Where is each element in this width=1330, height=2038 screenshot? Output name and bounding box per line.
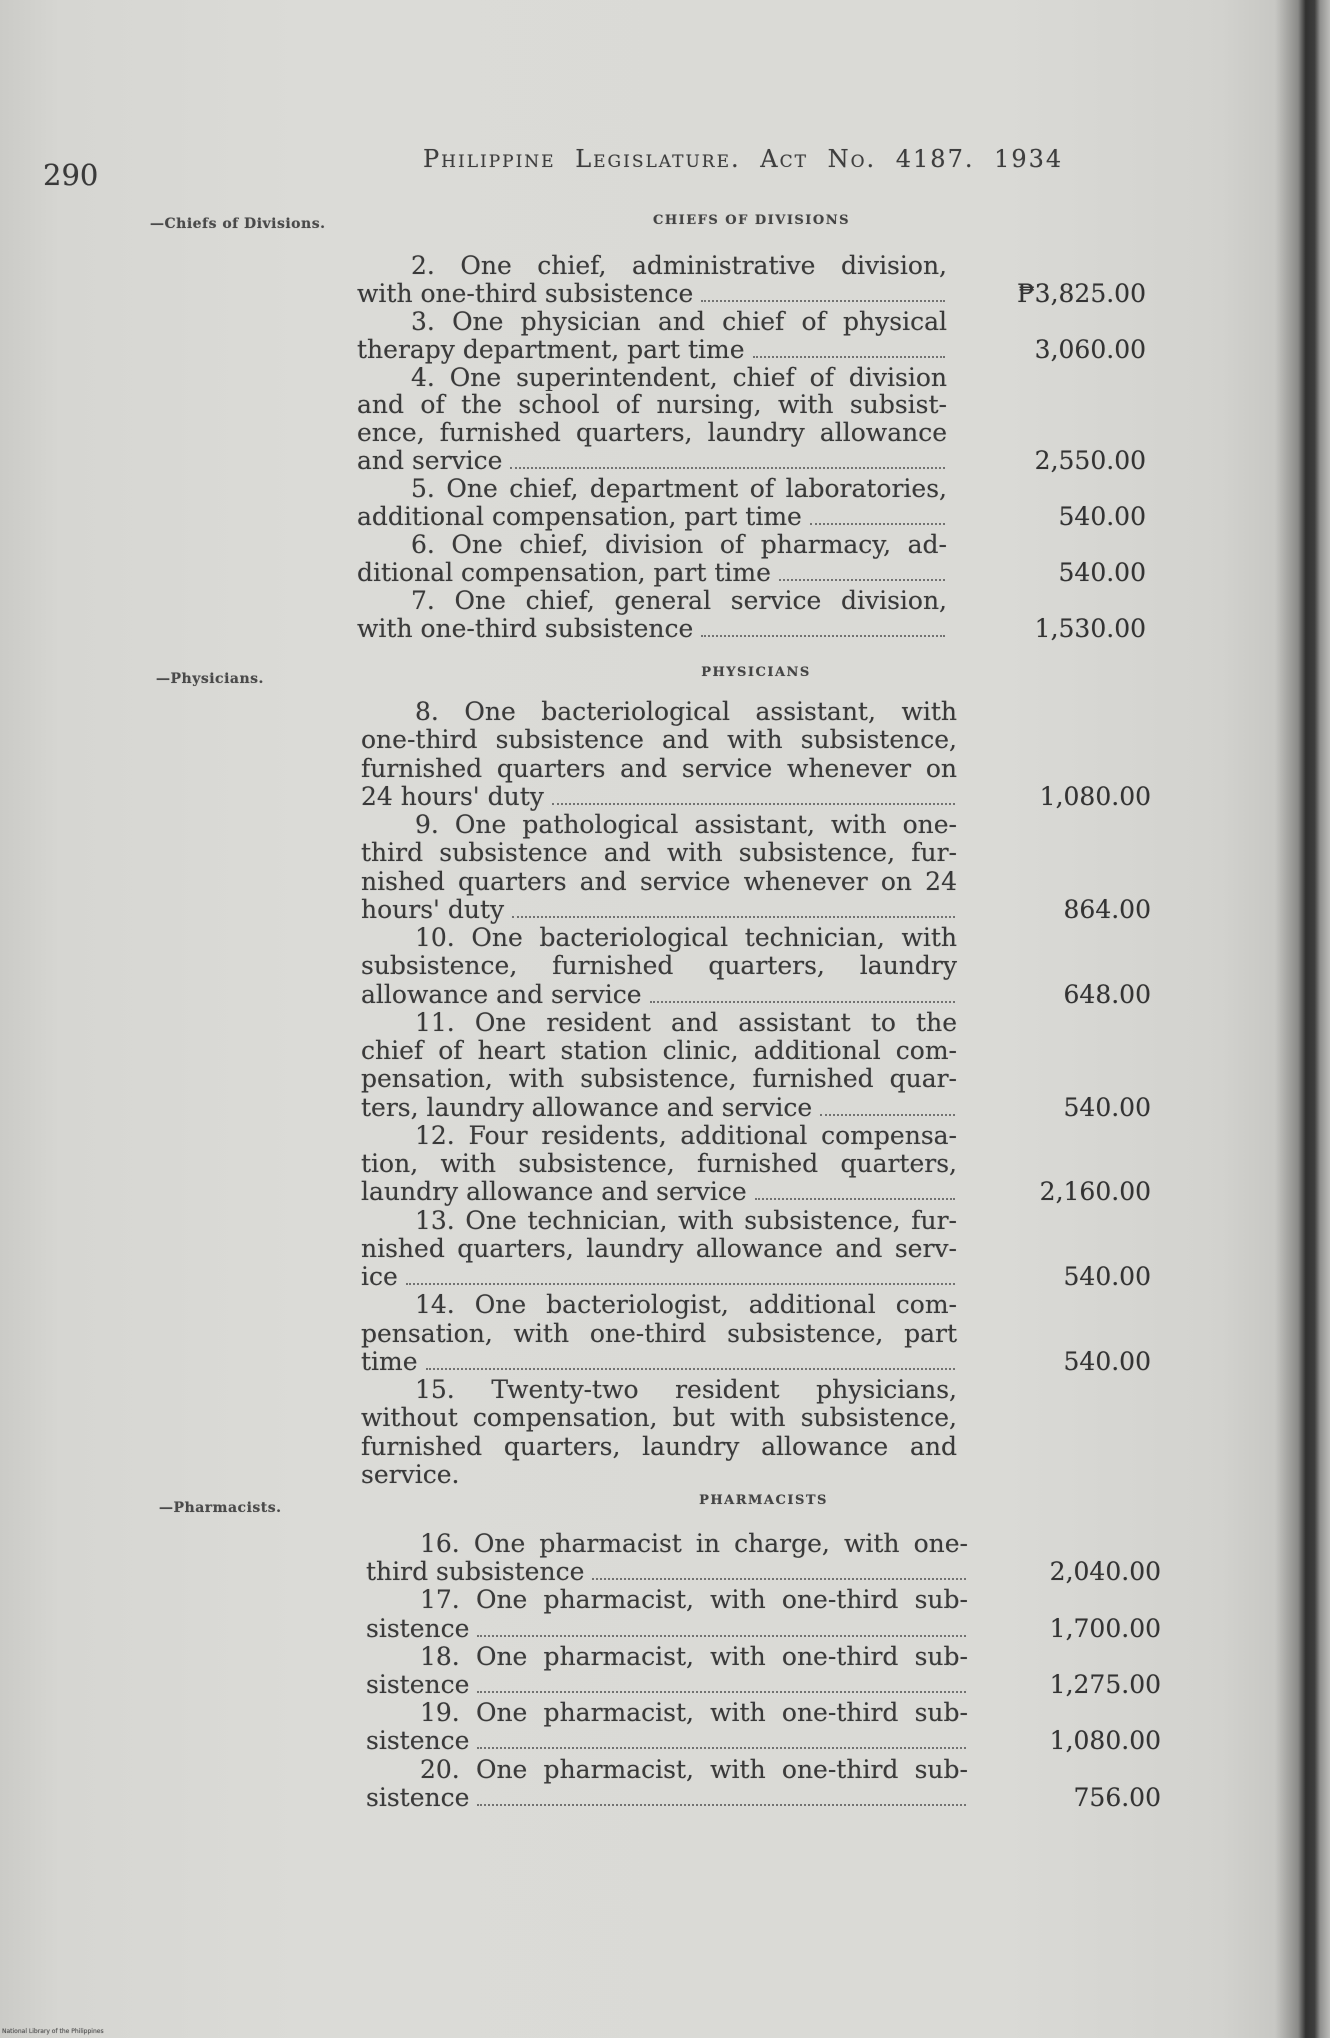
list-item: [361, 1207, 1151, 1292]
line-text: 2. One chief, administrative division,: [411, 252, 947, 280]
line-text: without compensation, but with subsistence,: [361, 1404, 957, 1433]
line-cell: [357, 503, 947, 531]
line-text: nished quarters, laundry allowance and serv-: [361, 1234, 957, 1263]
line-cell: [366, 1756, 968, 1784]
dot-leader: [820, 1114, 955, 1116]
text-line: [361, 1461, 1151, 1489]
amount-value: 1,080.00: [1049, 1727, 1161, 1756]
text-line: [357, 252, 1146, 280]
text-line: [366, 1615, 1161, 1643]
text-line: [361, 1065, 1151, 1093]
amount-value: 2,040.00: [1049, 1558, 1161, 1587]
amount-value: 2,160.00: [1039, 1178, 1151, 1207]
line-text: hours' duty: [361, 895, 505, 924]
line-cell: [361, 1235, 957, 1263]
line-cell: [357, 447, 947, 475]
list-item: [357, 364, 1146, 476]
text-line: [361, 1207, 1151, 1235]
line-cell: [357, 559, 947, 587]
text-line: [366, 1727, 1161, 1755]
line-text: ditional compensation, part time: [357, 558, 771, 587]
dot-leader: [779, 579, 945, 581]
text-line: [366, 1558, 1161, 1586]
text-line: [366, 1586, 1161, 1614]
section-chiefs-of-divisions: [357, 212, 1146, 642]
text-line: [366, 1699, 1161, 1727]
section-heading: CHIEFS OF DIVISIONS: [653, 213, 850, 228]
line-text: sistence: [366, 1727, 470, 1756]
line-cell: [361, 1291, 957, 1319]
line-text: 4. One superintendent, chief of division: [411, 363, 947, 392]
text-line: [361, 1037, 1151, 1065]
line-cell: [361, 1207, 957, 1235]
dot-leader: [755, 1198, 955, 1200]
list-item: [366, 1643, 1161, 1699]
line-text: 6. One chief, division of pharmacy, ad-: [411, 530, 947, 559]
text-line: [361, 868, 1151, 896]
line-cell: [357, 336, 947, 364]
line-cell: [361, 1320, 957, 1348]
line-text: subsistence, furnished quarters, laundry: [361, 952, 957, 981]
line-cell: [361, 1122, 957, 1150]
line-text: pensation, with one-third subsistence, part: [361, 1319, 957, 1348]
line-cell: [357, 615, 947, 643]
line-text: sistence: [366, 1670, 470, 1699]
text-line: [361, 1150, 1151, 1178]
line-text: nished quarters and service whenever on 24: [361, 867, 957, 896]
line-text: with one-third subsistence: [357, 614, 694, 643]
line-text: 5. One chief, department of laboratories,: [411, 475, 947, 504]
text-line: [361, 896, 1151, 924]
dot-leader: [650, 1001, 955, 1003]
list-item: [361, 698, 1151, 811]
footer-credit: National Library of the Philippines: [2, 2028, 104, 2035]
line-text: pensation, with subsistence, furnished quar-: [361, 1065, 957, 1094]
list-item: [361, 1122, 1151, 1207]
line-cell: [361, 1178, 957, 1206]
text-line: [361, 1320, 1151, 1348]
line-cell: [361, 981, 957, 1009]
dot-leader: [426, 1368, 955, 1370]
line-text: chief of heart station clinic, additional com-: [361, 1037, 957, 1065]
line-text: 14. One bacteriologist, additional com-: [415, 1291, 957, 1320]
line-text: tion, with subsistence, furnished quarters,: [361, 1150, 957, 1178]
text-line: [361, 1178, 1151, 1206]
amount-value: 1,700.00: [1049, 1614, 1161, 1643]
line-text: 15. Twenty-two resident physicians,: [415, 1376, 957, 1404]
text-line: [357, 559, 1146, 587]
text-line: [357, 503, 1146, 531]
text-line: [357, 280, 1146, 308]
text-line: [366, 1643, 1161, 1671]
line-cell: [361, 1433, 957, 1461]
margin-note-pharmacists: —Pharmacists.: [159, 1500, 282, 1516]
margin-note-physicians: —Physicians.: [156, 671, 264, 687]
text-line: [361, 1348, 1151, 1376]
line-cell: [366, 1699, 968, 1727]
line-text: 20. One pharmacist, with one-third sub-: [420, 1755, 968, 1784]
line-text: one-third subsistence and with subsistence,: [361, 726, 957, 755]
line-text: 10. One bacteriological technician, with: [415, 924, 957, 952]
line-cell: [366, 1643, 968, 1671]
text-line: [366, 1756, 1161, 1784]
line-text: 16. One pharmacist in charge, with one-: [420, 1530, 968, 1558]
line-text: 11. One resident and assistant to the: [415, 1008, 957, 1037]
list-item: [366, 1699, 1161, 1755]
amount-value: 540.00: [1063, 1263, 1151, 1291]
list-item: [366, 1530, 1161, 1586]
margin-note-chiefs-of-divisions: —Chiefs of Divisions.: [150, 216, 326, 232]
text-line: [357, 336, 1146, 364]
line-cell: [361, 698, 957, 726]
dot-leader: [477, 1747, 966, 1749]
text-line: [361, 1263, 1151, 1291]
list-item: [357, 475, 1146, 531]
text-line: [361, 952, 1151, 980]
dot-leader: [701, 300, 945, 302]
line-cell: [361, 868, 957, 896]
line-text: and service: [357, 447, 503, 476]
line-cell: [357, 531, 947, 559]
line-cell: [361, 755, 957, 783]
amount-value: ₱3,825.00: [1017, 279, 1146, 308]
line-cell: [366, 1615, 968, 1643]
line-cell: [366, 1784, 968, 1812]
page-edge-shadow: [1220, 0, 1330, 2038]
amount-value: 864.00: [1063, 895, 1151, 924]
line-cell: [361, 1150, 957, 1178]
list-item: [366, 1586, 1161, 1642]
line-cell: [361, 896, 957, 924]
line-cell: [361, 1461, 957, 1489]
line-text: 18. One pharmacist, with one-third sub-: [420, 1642, 968, 1671]
amount-value: 1,275.00: [1049, 1670, 1161, 1699]
text-line: [361, 1404, 1151, 1432]
section-heading: PHARMACISTS: [699, 1493, 828, 1508]
item-list: [361, 698, 1151, 1489]
list-item: [361, 1009, 1151, 1122]
line-cell: [357, 475, 947, 503]
text-line: [361, 1433, 1151, 1461]
list-item: [357, 252, 1146, 308]
line-text: 12. Four residents, additional compensa-: [415, 1121, 957, 1150]
dot-leader: [477, 1691, 966, 1693]
text-line: [357, 447, 1146, 475]
line-text: time: [361, 1347, 418, 1376]
line-cell: [366, 1671, 968, 1699]
list-item: [366, 1756, 1161, 1812]
line-cell: [361, 1376, 957, 1404]
line-text: 3. One physician and chief of physical: [411, 307, 947, 336]
line-cell: [361, 839, 957, 867]
text-line: [361, 726, 1151, 754]
item-list: [357, 252, 1146, 642]
line-cell: [361, 1009, 957, 1037]
text-line: [361, 981, 1151, 1009]
text-line: [361, 1235, 1151, 1263]
line-text: furnished quarters and service whenever on: [361, 754, 957, 783]
line-text: ice: [361, 1263, 398, 1291]
amount-value: 540.00: [1063, 1347, 1151, 1376]
list-item: [361, 1291, 1151, 1376]
line-cell: [357, 419, 947, 447]
line-cell: [357, 364, 947, 392]
text-line: [357, 475, 1146, 503]
text-line: [361, 1009, 1151, 1037]
line-cell: [357, 587, 947, 615]
amount-value: 540.00: [1063, 1093, 1151, 1122]
amount-value: 1,530.00: [1034, 614, 1146, 643]
amount-value: 3,060.00: [1034, 335, 1146, 364]
line-text: 19. One pharmacist, with one-third sub-: [420, 1699, 968, 1728]
dot-leader: [701, 635, 945, 637]
line-text: 24 hours' duty: [361, 782, 544, 811]
line-text: ence, furnished quarters, laundry allowance: [357, 419, 947, 448]
line-cell: [366, 1727, 968, 1755]
line-cell: [366, 1530, 968, 1558]
amount-value: 1,080.00: [1039, 782, 1151, 811]
line-cell: [361, 811, 957, 839]
dot-leader: [477, 1804, 966, 1806]
amount-value: 540.00: [1058, 503, 1146, 531]
line-cell: [357, 391, 947, 419]
text-line: [361, 924, 1151, 952]
text-line: [357, 391, 1146, 419]
amount-value: 2,550.00: [1034, 447, 1146, 476]
line-text: service.: [361, 1460, 460, 1489]
amount-value: 540.00: [1058, 558, 1146, 587]
text-line: [361, 698, 1151, 726]
item-list: [366, 1530, 1161, 1812]
text-line: [357, 615, 1146, 643]
line-cell: [366, 1558, 968, 1586]
text-line: [357, 308, 1146, 336]
line-cell: [361, 924, 957, 952]
line-cell: [361, 952, 957, 980]
line-text: 9. One pathological assistant, with one-: [415, 811, 957, 839]
line-text: 13. One technician, with subsistence, fur-: [415, 1206, 957, 1235]
list-item: [361, 924, 1151, 1009]
line-cell: [361, 1065, 957, 1093]
list-item: [357, 587, 1146, 643]
dot-leader: [552, 803, 955, 805]
text-line: [361, 811, 1151, 839]
line-cell: [361, 1094, 957, 1122]
line-text: 17. One pharmacist, with one-third sub-: [420, 1586, 968, 1615]
dot-leader: [510, 467, 945, 469]
line-text: third subsistence: [366, 1558, 585, 1587]
text-line: [357, 419, 1146, 447]
line-cell: [361, 726, 957, 754]
dot-leader: [810, 523, 945, 525]
line-text: sistence: [366, 1614, 470, 1643]
line-text: and of the school of nursing, with subsist-: [357, 391, 947, 420]
line-text: laundry allowance and service: [361, 1178, 747, 1207]
list-item: [357, 531, 1146, 587]
line-cell: [361, 1037, 957, 1065]
dot-leader: [592, 1578, 966, 1580]
page-number: 290: [43, 158, 99, 192]
text-line: [361, 1376, 1151, 1404]
section-heading: PHYSICIANS: [701, 665, 811, 680]
line-text: third subsistence and with subsistence, fur-: [361, 839, 957, 868]
line-text: with one-third subsistence: [357, 279, 694, 308]
line-text: 8. One bacteriological assistant, with: [415, 698, 957, 726]
amount-value: 648.00: [1063, 980, 1151, 1009]
line-text: 7. One chief, general service division,: [411, 586, 947, 615]
text-line: [366, 1671, 1161, 1699]
line-cell: [357, 308, 947, 336]
list-item: [361, 1376, 1151, 1489]
line-text: ters, laundry allowance and service: [361, 1093, 813, 1122]
text-line: [361, 1094, 1151, 1122]
line-cell: [361, 1404, 957, 1432]
line-text: additional compensation, part time: [357, 503, 802, 531]
dot-leader: [477, 1635, 966, 1637]
list-item: [357, 308, 1146, 364]
text-line: [366, 1530, 1161, 1558]
text-line: [361, 1122, 1151, 1150]
dot-leader: [406, 1283, 955, 1285]
line-text: therapy department, part time: [357, 335, 745, 364]
text-line: [361, 755, 1151, 783]
dot-leader: [753, 356, 945, 358]
running-head: Philippine Legislature. Act No. 4187. 1934: [423, 145, 1064, 173]
line-text: sistence: [366, 1783, 470, 1812]
text-line: [361, 783, 1151, 811]
line-cell: [366, 1586, 968, 1614]
line-cell: [357, 280, 947, 308]
text-line: [357, 587, 1146, 615]
text-line: [357, 364, 1146, 392]
text-line: [357, 531, 1146, 559]
line-cell: [361, 1263, 957, 1291]
line-text: allowance and service: [361, 980, 642, 1009]
amount-value: 756.00: [1073, 1783, 1161, 1812]
dot-leader: [512, 916, 955, 918]
section-physicians: [361, 664, 1151, 1489]
line-text: furnished quarters, laundry allowance and: [361, 1432, 957, 1461]
line-cell: [361, 783, 957, 811]
list-item: [361, 811, 1151, 924]
line-cell: [361, 1348, 957, 1376]
section-pharmacists: [366, 1492, 1161, 1812]
line-cell: [357, 252, 947, 280]
text-line: [361, 1291, 1151, 1319]
text-line: [361, 839, 1151, 867]
text-line: [366, 1784, 1161, 1812]
